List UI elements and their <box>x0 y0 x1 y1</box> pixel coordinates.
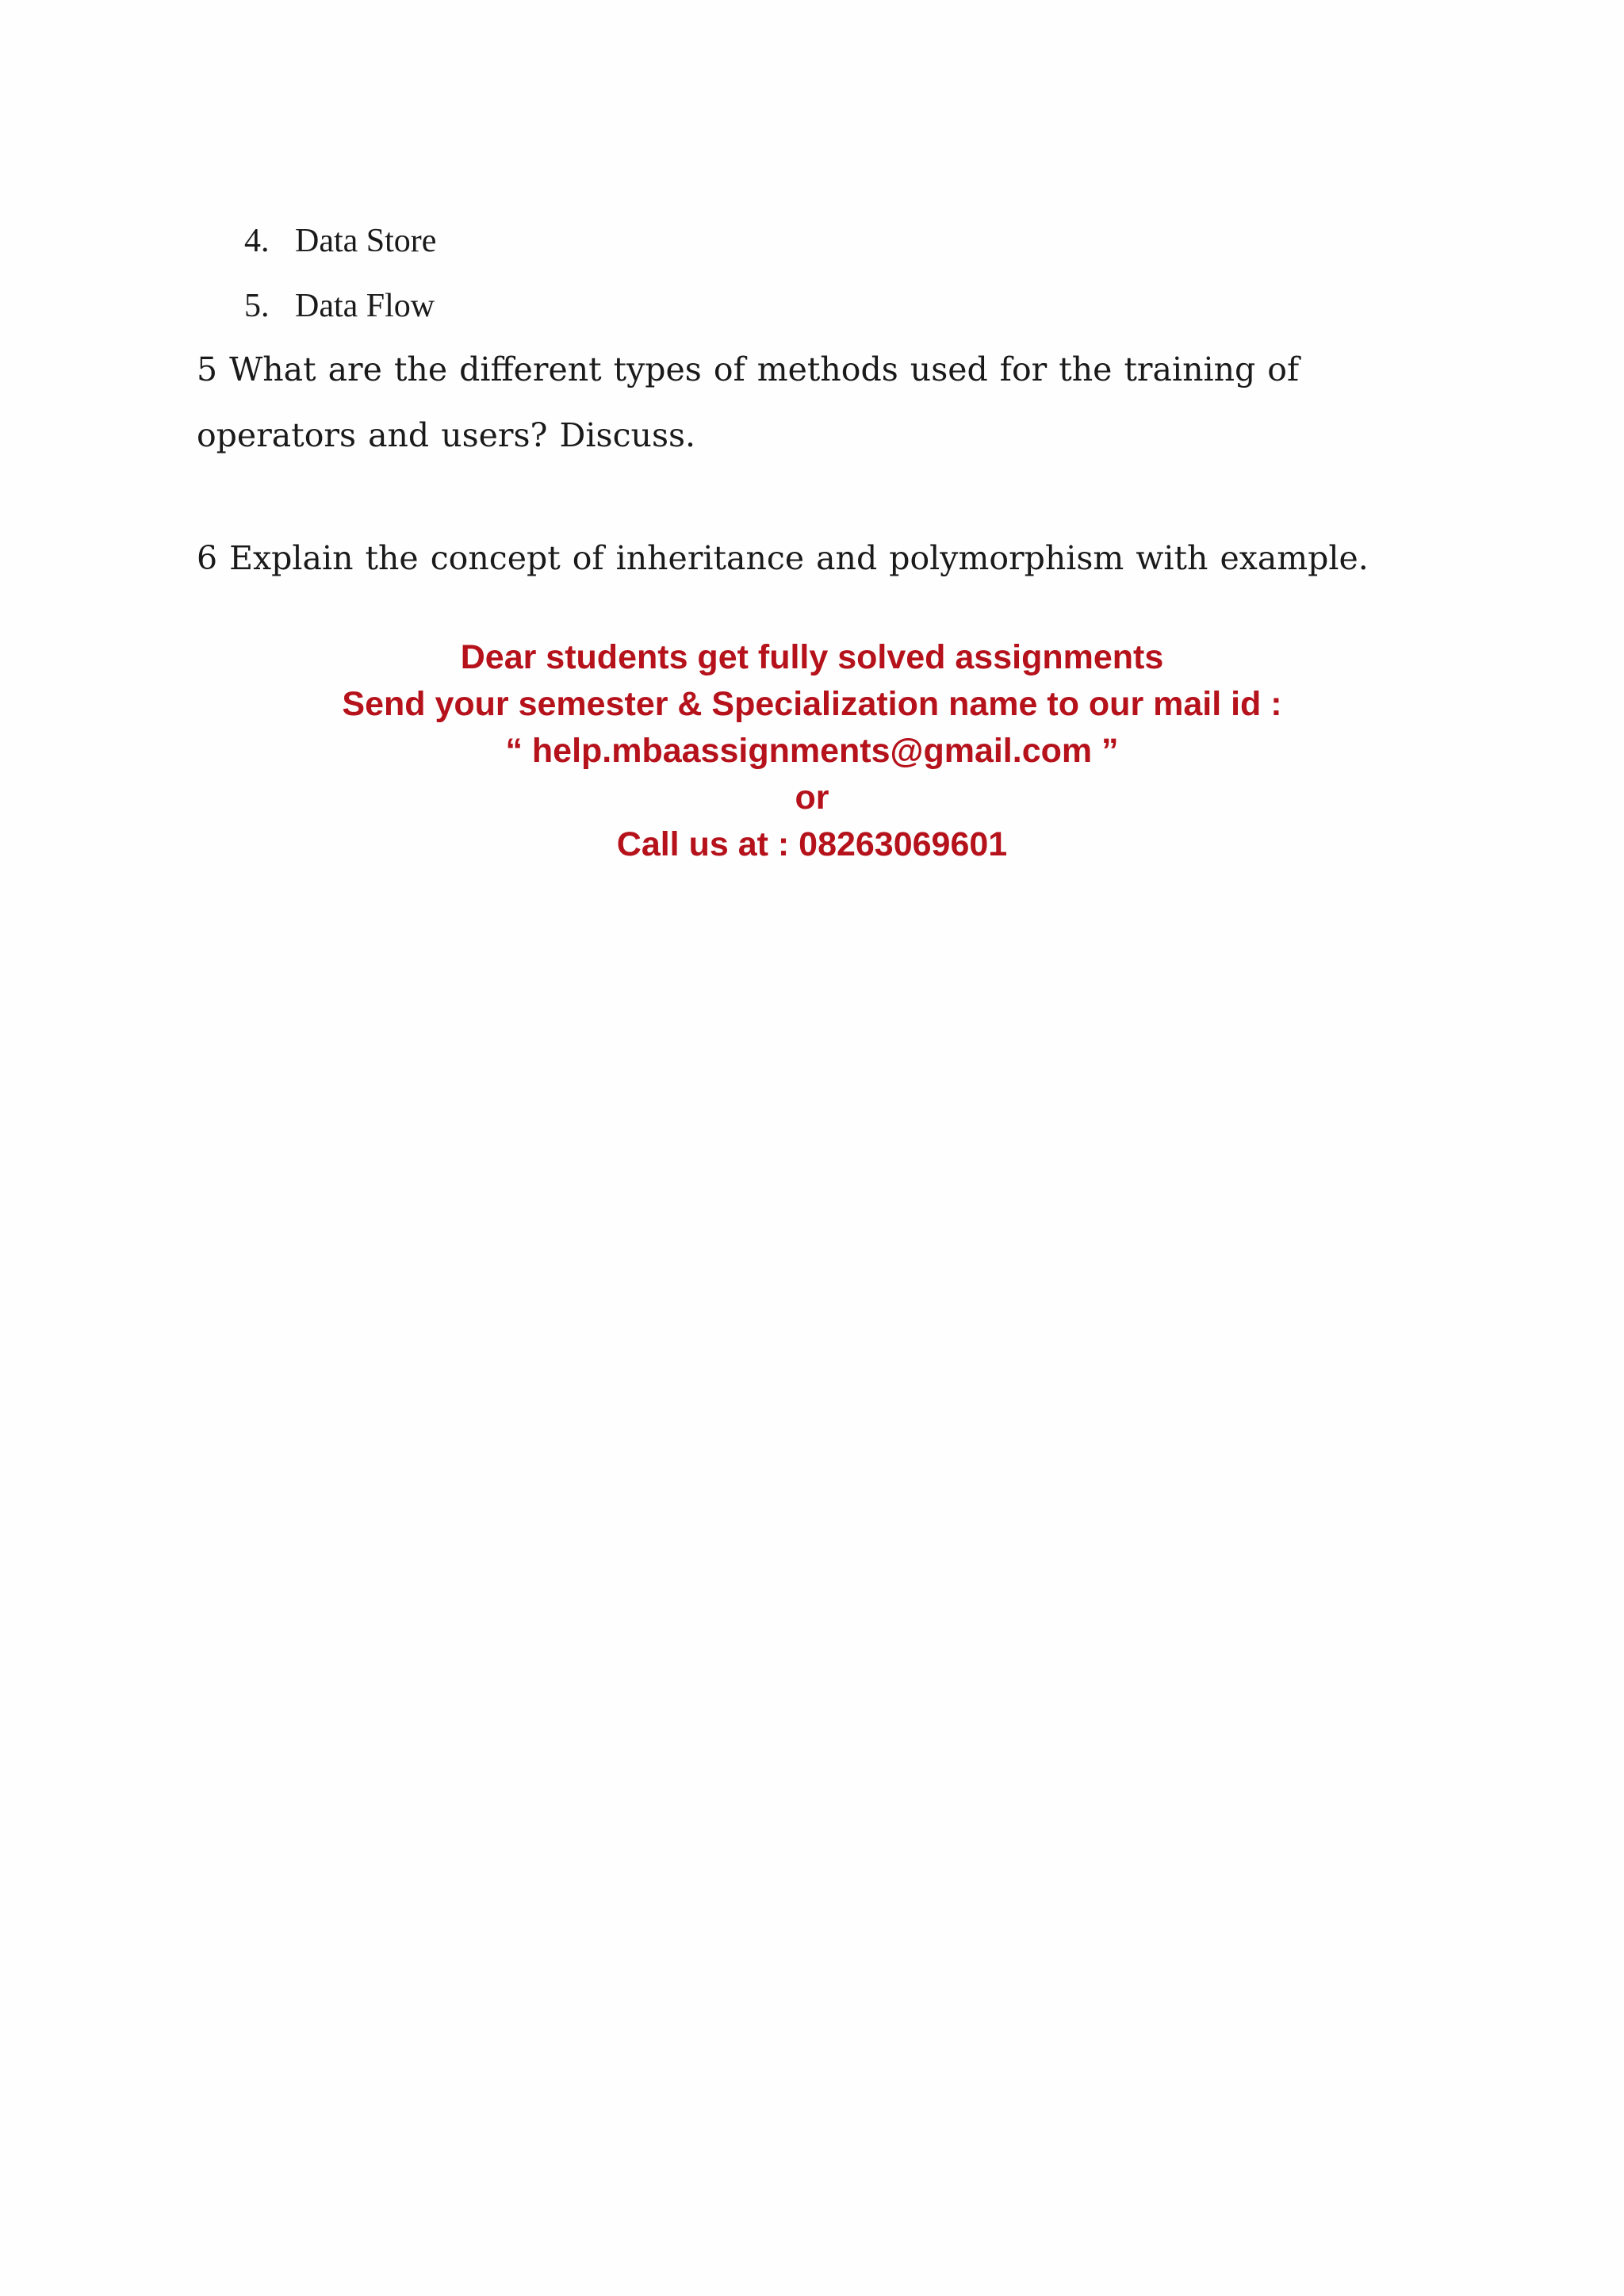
list-item <box>244 212 436 277</box>
promo-headline: Dear students get fully solved assignments <box>460 638 1164 676</box>
numbered-list <box>244 212 436 342</box>
question-5-line-2: operators and users? Discuss. <box>197 416 696 454</box>
promo-email: “ help.mbaassignments@gmail.com ” <box>505 732 1119 770</box>
list-item-number: 4. <box>244 223 270 259</box>
list-item-number: 5. <box>244 288 270 324</box>
list-item-label: Data Store <box>295 223 437 259</box>
promo-block <box>0 634 1624 868</box>
promo-or: or <box>795 779 829 817</box>
question-6: 6 Explain the concept of inheritance and polymorphism with example. <box>197 539 1369 577</box>
question-5-line-1: 5 What are the different types of methods used for the training of <box>197 350 1300 388</box>
list-item <box>244 277 436 342</box>
list-item-label: Data Flow <box>295 288 435 324</box>
promo-phone: Call us at : 08263069601 <box>616 825 1008 863</box>
promo-instruction: Send your semester & Specialization name to our mail id : <box>342 685 1282 723</box>
